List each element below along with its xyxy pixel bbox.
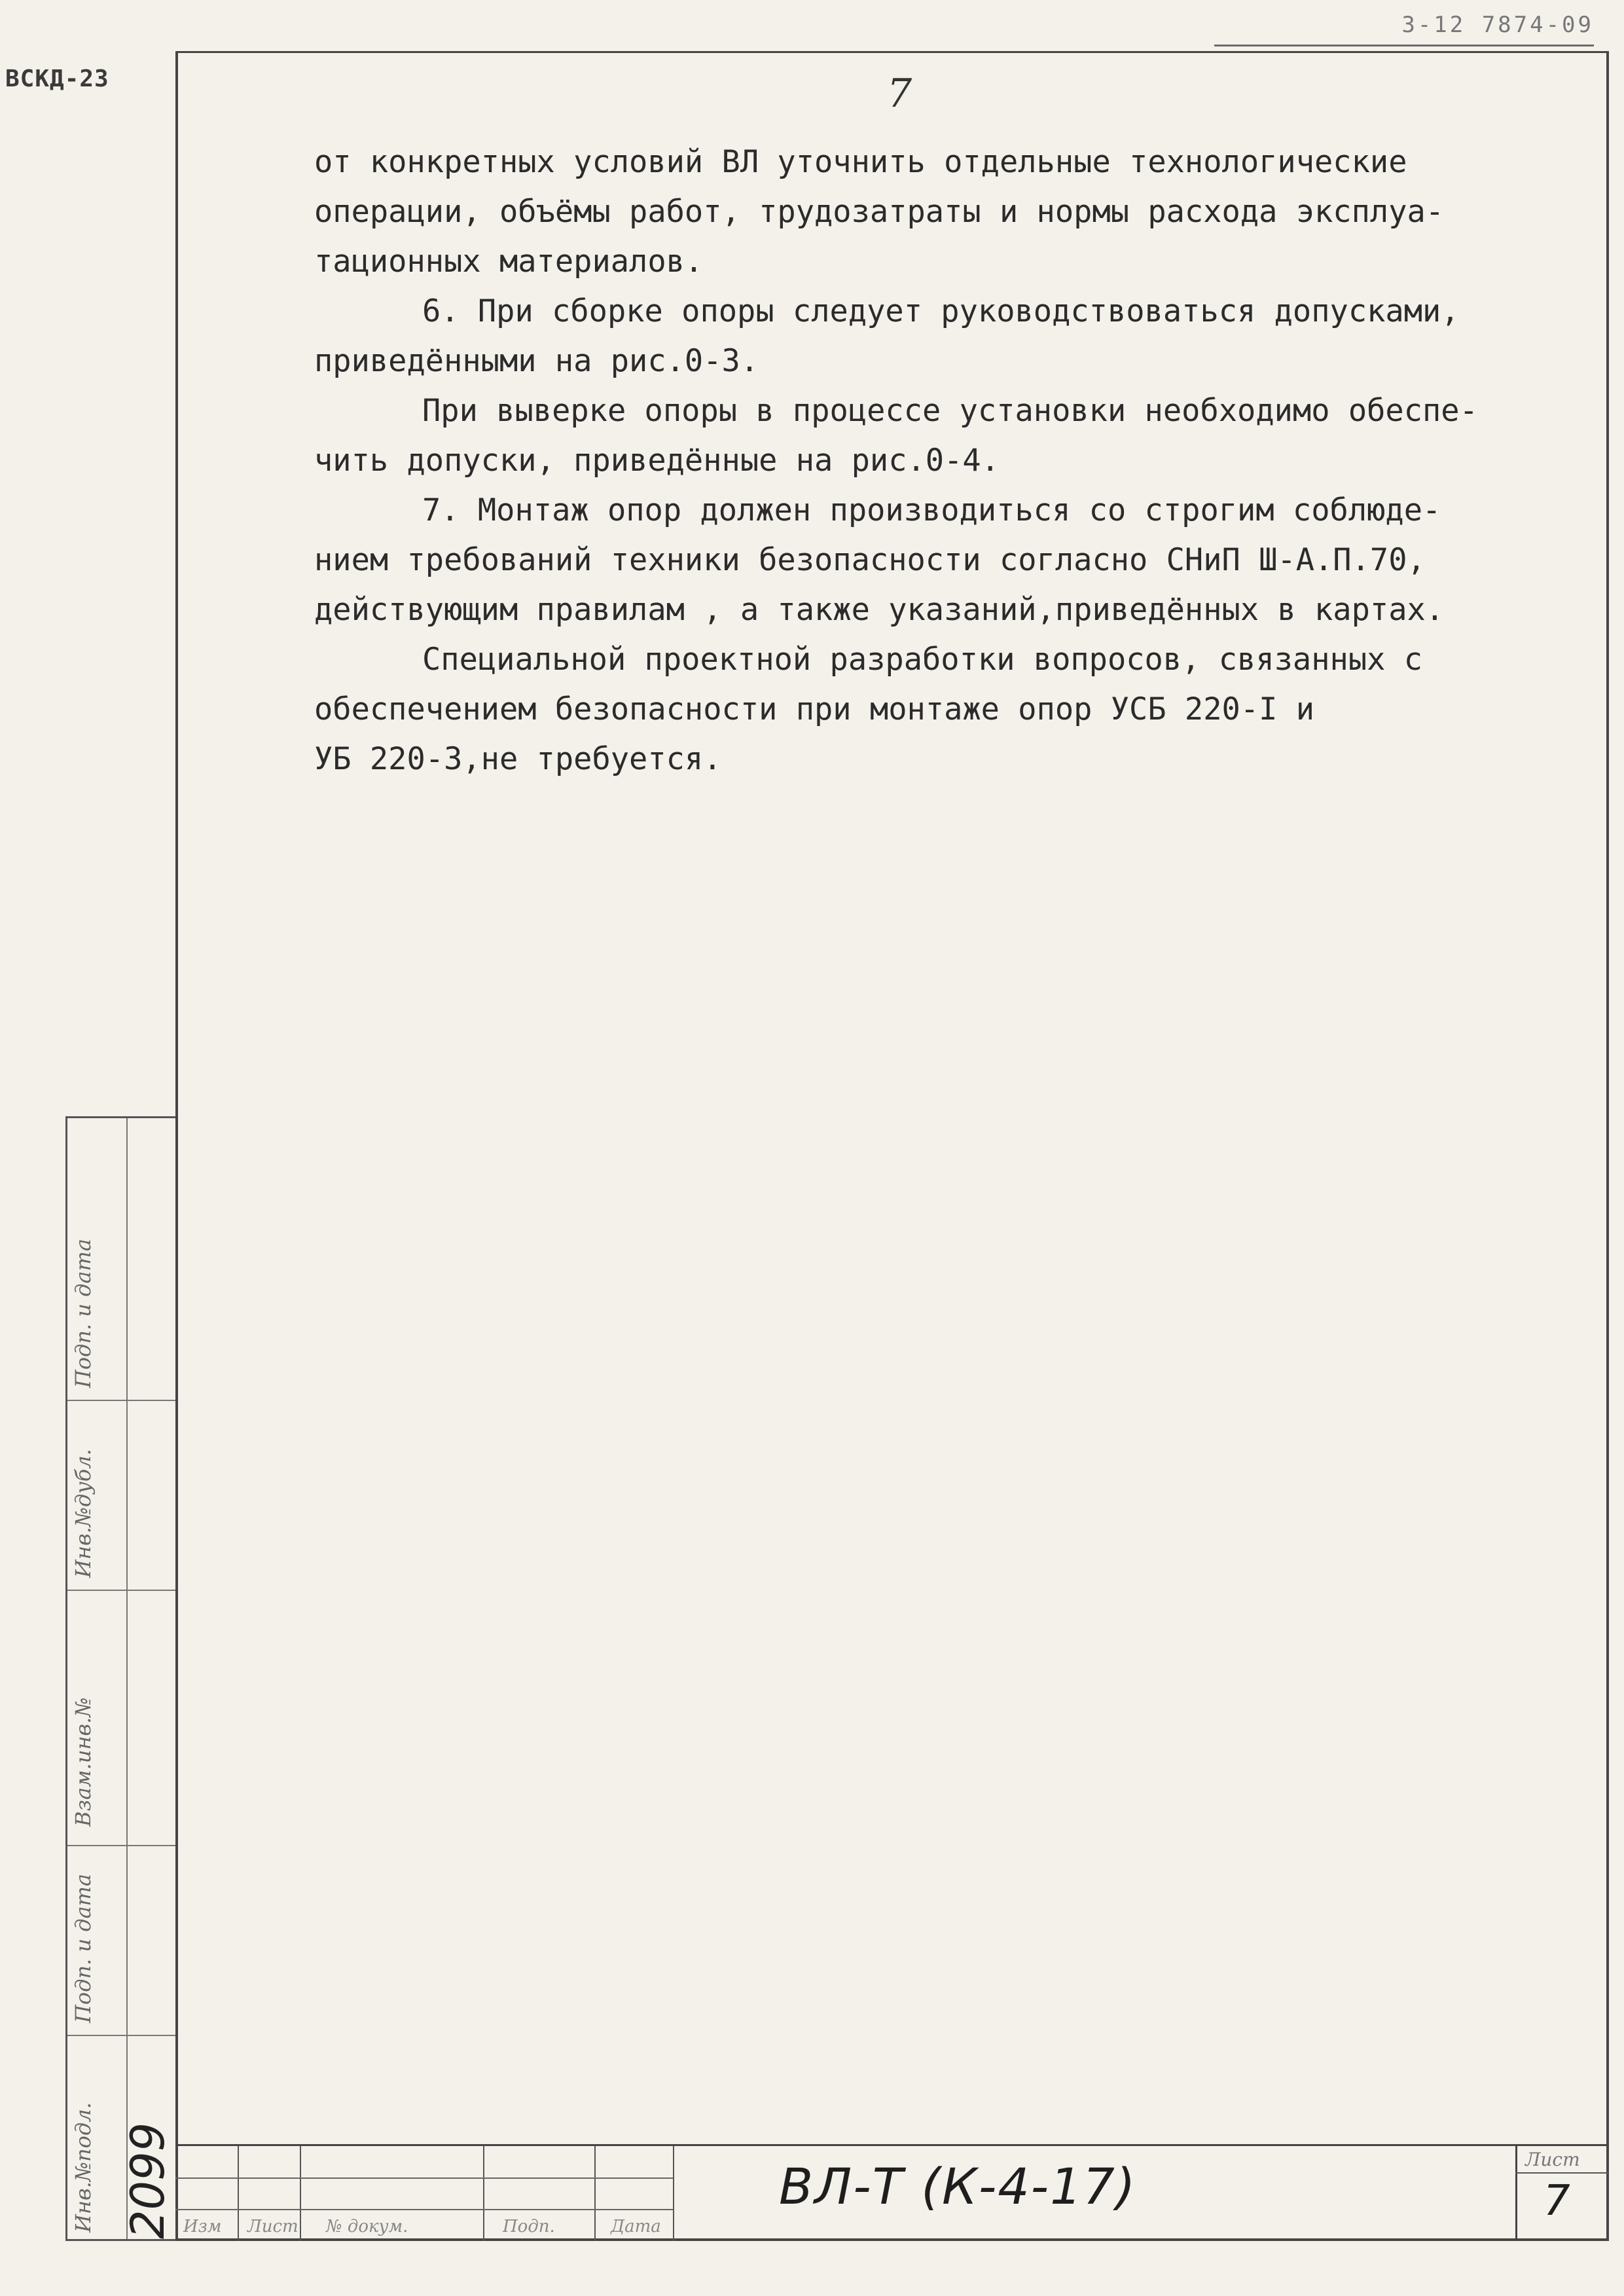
caption-sheet: Лист — [247, 2217, 298, 2236]
strip-row-divider — [67, 1590, 175, 1591]
sheet-number: 7 — [1543, 2177, 1570, 2225]
corner-document-code: ВСКД-23 — [5, 65, 109, 92]
title-block-divider — [673, 2146, 674, 2241]
strip-column-divider — [126, 1118, 128, 2239]
title-block-row-divider — [175, 2209, 673, 2210]
title-block-divider — [238, 2146, 239, 2241]
paragraph-alignment-tolerances: При выверке опоры в процессе установки необходимо обеспе- чить допуски, приведённые на рис.0-4. — [314, 393, 1478, 479]
strip-label-duplicate-inventory: Инв.№дубл. — [71, 1449, 96, 1578]
top-archive-stamp: 3-12 7874-09 — [1214, 12, 1594, 46]
sheet-label: Лист — [1525, 2149, 1580, 2170]
title-block-divider — [483, 2146, 484, 2241]
document-code: ВЛ-Т (К-4-17) — [779, 2157, 1137, 2215]
paragraph-item-7: 7. Монтаж опор должен производиться со строгим соблюде- нием требований техники безопасности согласно СНиП Ш-А.П.70, действующим правилам , а также указаний,приведённых в картах. — [314, 492, 1445, 628]
strip-label-signature-date: Подп. и дата — [71, 1874, 96, 2023]
paragraph-item-6: 6. При сборке опоры следует руководствоваться допусками, приведёнными на рис.0-3. — [314, 293, 1460, 379]
strip-label-inventory: Инв.№подл. — [71, 2102, 96, 2232]
strip-row-divider — [67, 2035, 175, 2036]
paragraph-safety-design: Специальной проектной разработки вопросов, связанных с обеспечением безопасности при монтаже опор УСБ 220-I и УБ 220-3,не требуется. — [314, 642, 1423, 777]
paragraph-continuation: от конкретных условий ВЛ уточнить отдельные технологические операции, объёмы работ, трудозатраты и нормы расхода эксплуа- тационных материалов. — [314, 144, 1445, 280]
sheet-cell-divider — [1515, 2172, 1609, 2174]
strip-row-divider — [67, 1845, 175, 1846]
caption-document-number: № докум. — [326, 2217, 408, 2236]
strip-label-signature-date-2: Подп. и дата — [71, 1239, 96, 1388]
page-number-handwritten: 7 — [887, 71, 912, 117]
caption-signature: Подп. — [503, 2217, 555, 2236]
title-block-divider — [300, 2146, 301, 2241]
title-block-divider — [594, 2146, 596, 2241]
strip-row-divider — [67, 1400, 175, 1401]
inventory-number-handwritten: 2099 — [121, 2122, 175, 2239]
strip-label-replacement-inventory: Взам.инв.№ — [71, 1697, 96, 1827]
caption-date: Дата — [611, 2217, 661, 2236]
caption-change: Изм — [183, 2217, 222, 2236]
body-text — [314, 137, 1558, 784]
title-block-row-divider — [175, 2178, 673, 2179]
